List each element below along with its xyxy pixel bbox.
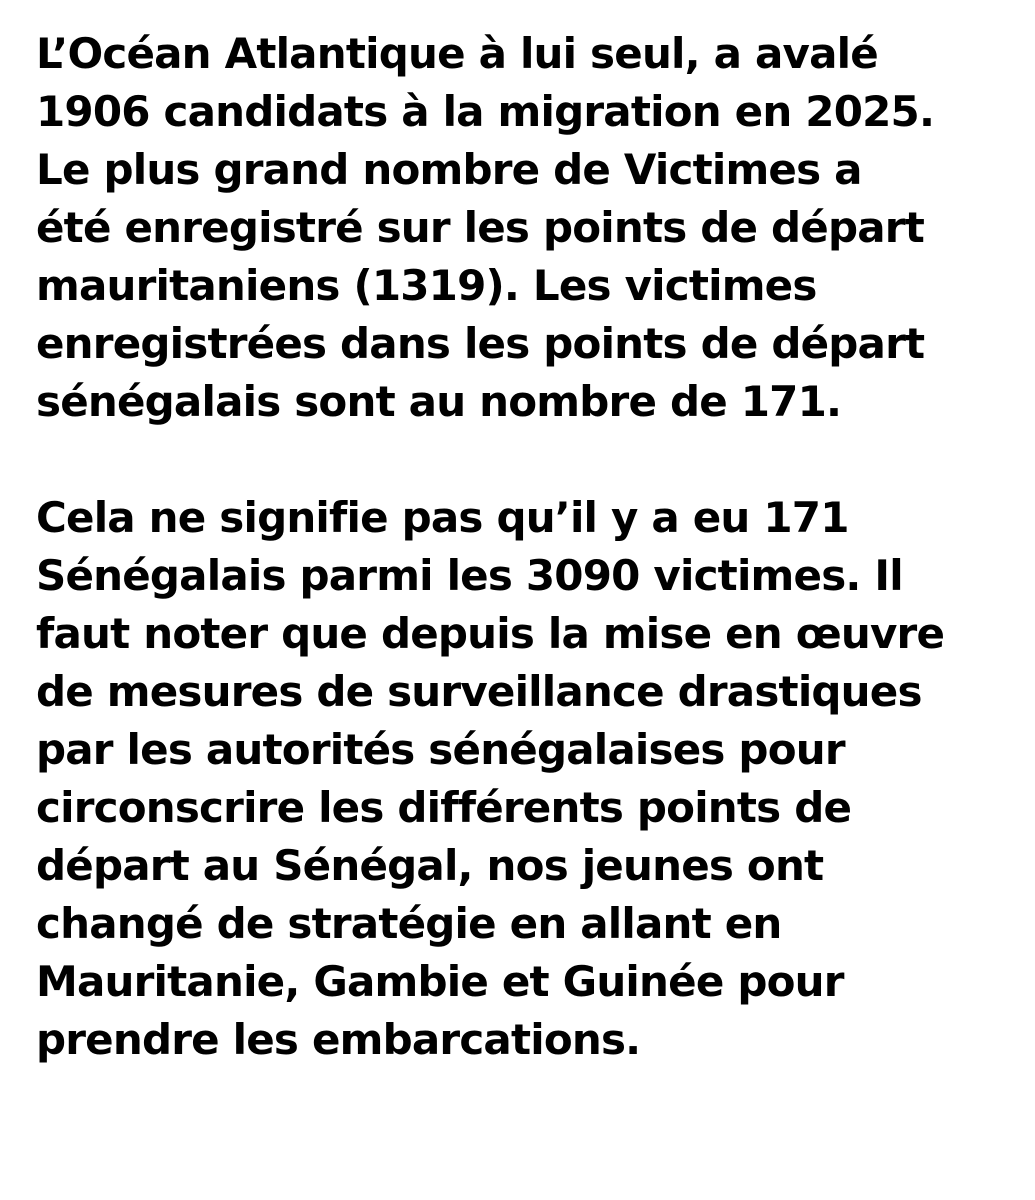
text-line: Le plus grand nombre de Victimes a [36,145,862,194]
text-line: circonscrire les différents points de [36,783,852,832]
text-line: enregistrées dans les points de départ [36,319,925,368]
text-line: par les autorités sénégalaises pour [36,725,845,774]
paragraph-2 [36,489,1026,1069]
text-line: départ au Sénégal, nos jeunes ont [36,841,824,890]
text-line: changé de stratégie en allant en [36,899,782,948]
paragraph-gap [36,431,1026,489]
text-line: été enregistré sur les points de départ [36,203,924,252]
text-line: de mesures de surveillance drastiques [36,667,922,716]
text-line: Sénégalais parmi les 3090 victimes. Il [36,551,903,600]
note-text [36,25,1026,1069]
text-line: 1906 candidats à la migration en 2025. [36,87,935,136]
text-line: prendre les embarcations. [36,1015,641,1064]
text-line: L’Océan Atlantique à lui seul, a avalé [36,29,878,78]
text-line: Cela ne signifie pas qu’il y a eu 171 [36,493,849,542]
paragraph-1 [36,25,1026,431]
text-line: mauritaniens (1319). Les victimes [36,261,817,310]
text-line: faut noter que depuis la mise en œuvre [36,609,945,658]
text-line: Mauritanie, Gambie et Guinée pour [36,957,844,1006]
text-line: sénégalais sont au nombre de 171. [36,377,842,426]
